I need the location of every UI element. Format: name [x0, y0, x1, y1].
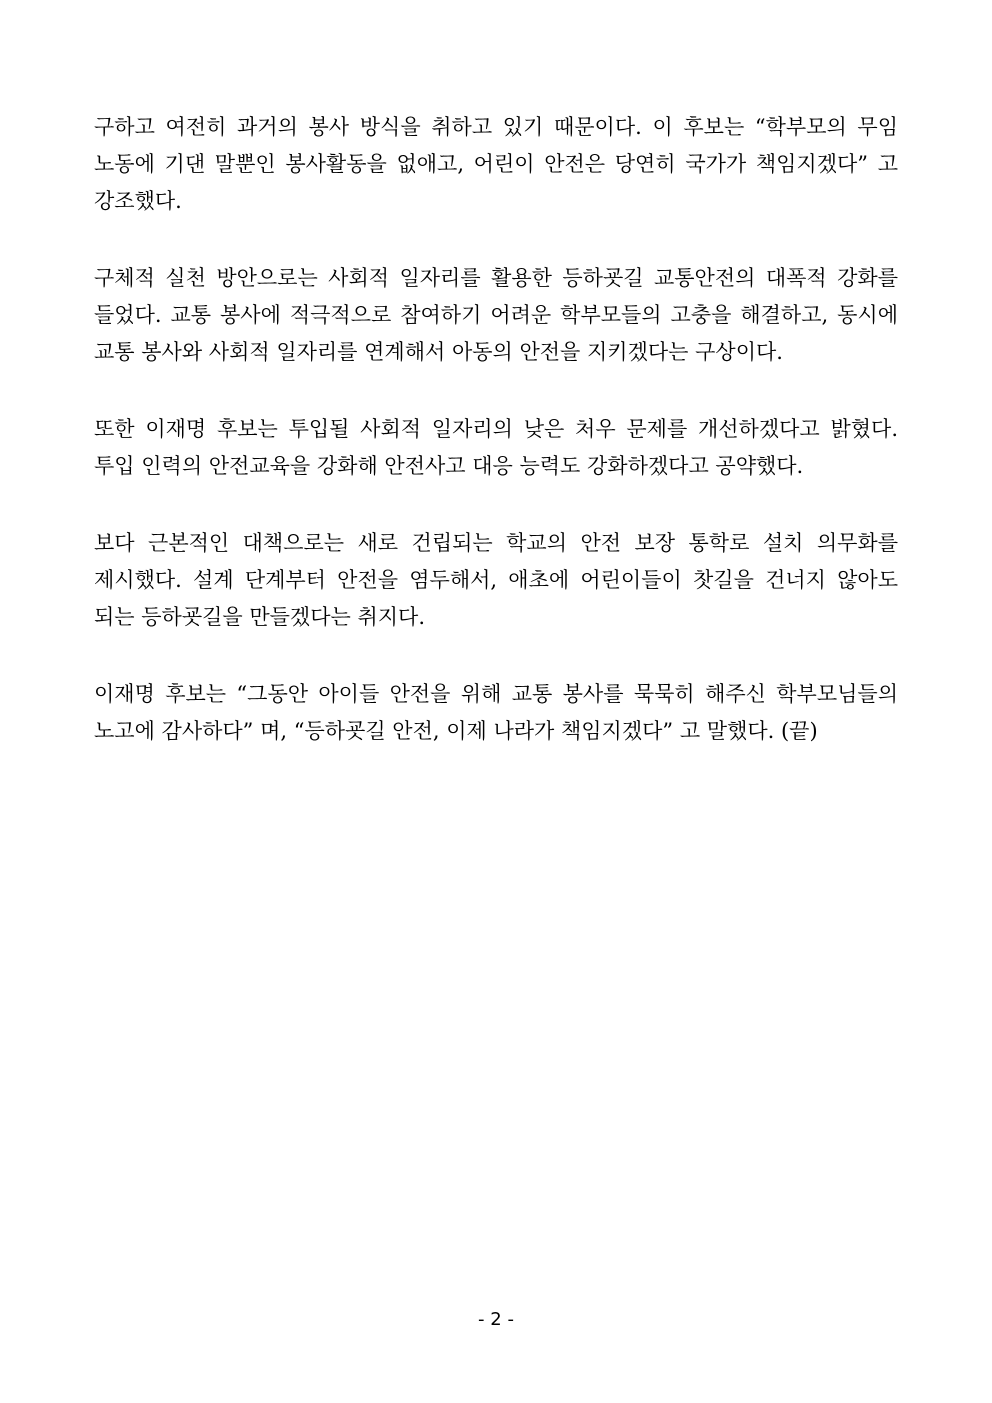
- page-number: - 2 -: [478, 1309, 514, 1330]
- paragraph-1: 구하고 여전히 과거의 봉사 방식을 취하고 있기 때문이다. 이 후보는 “학부모의 무임 노동에 기댄 말뿐인 봉사활동을 없애고, 어린이 안전은 당연히 국가가 책임지겠다” 고 강조했다.: [94, 115, 898, 213]
- paragraph-4: 보다 근본적인 대책으로는 새로 건립되는 학교의 안전 보장 통학로 설치 의무화를 제시했다. 설계 단계부터 안전을 염두해서, 애초에 어린이들이 찻길을 건너지 않아도 되는 등하굣길을 만들겠다는 취지다.: [94, 531, 898, 629]
- document-body: [94, 109, 898, 790]
- paragraph-5: 이재명 후보는 “그동안 아이들 안전을 위해 교통 봉사를 묵묵히 해주신 학부모님들의 노고에 감사하다” 며, “등하굣길 안전, 이제 나라가 책임지겠다” 고 말했다. (끝): [94, 682, 898, 743]
- paragraph-2: 구체적 실천 방안으로는 사회적 일자리를 활용한 등하굣길 교통안전의 대폭적 강화를 들었다. 교통 봉사에 적극적으로 참여하기 어려운 학부모들의 고충을 해결하고, 동시에 교통 봉사와 사회적 일자리를 연계해서 아동의 안전을 지키겠다는 구상이다.: [94, 266, 898, 364]
- paragraph-3: 또한 이재명 후보는 투입될 사회적 일자리의 낮은 처우 문제를 개선하겠다고 밝혔다. 투입 인력의 안전교육을 강화해 안전사고 대응 능력도 강화하겠다고 공약했다.: [94, 417, 898, 478]
